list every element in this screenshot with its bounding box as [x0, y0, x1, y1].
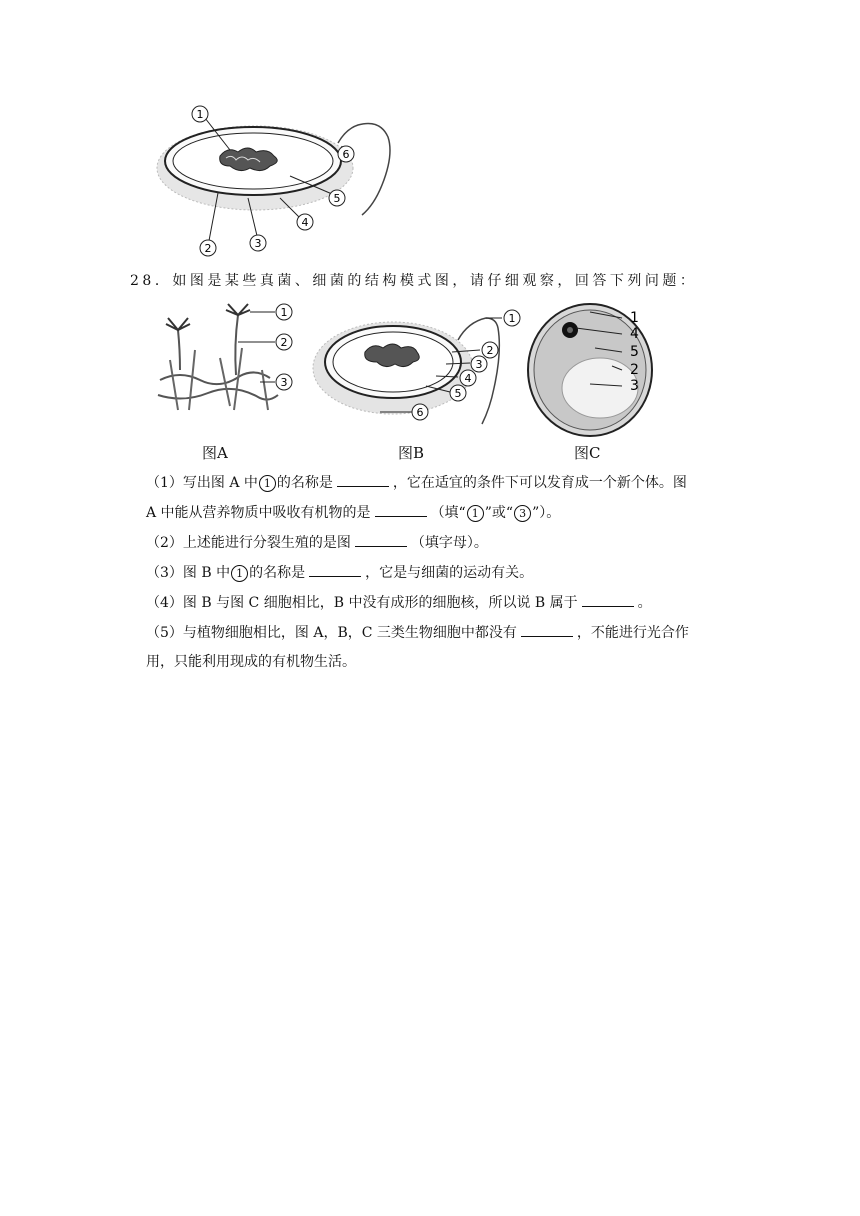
answer-blank[interactable]	[309, 562, 361, 577]
fig-b-label-5	[450, 385, 466, 401]
label-3-top	[250, 235, 266, 251]
svg-text:4: 4	[301, 216, 309, 229]
svg-text:5: 5	[454, 387, 462, 400]
answer-blank[interactable]	[521, 622, 573, 637]
label-5-top	[329, 190, 345, 206]
part-1-line-2: A 中能从营养物质中吸收有机物的是 （填“ 1 ”或“ 3 ”）。	[146, 502, 560, 523]
caption-figure-a: 图A	[202, 444, 228, 462]
label-2-top	[200, 240, 216, 256]
question-28-stem	[130, 270, 697, 290]
svg-text:1: 1	[508, 312, 516, 325]
caption-figure-c: 图C	[574, 444, 601, 462]
svg-text:1: 1	[280, 306, 288, 319]
svg-text:3: 3	[475, 358, 483, 371]
question-text: 如图是某些真菌、细菌的结构模式图，请仔细观察，回答下列问题：	[172, 273, 698, 289]
figure-a-mold	[158, 304, 292, 410]
fig-b-label-6	[412, 404, 428, 420]
question-number: 28．	[130, 273, 173, 289]
fig-c-label-5: 5	[630, 344, 639, 360]
fig-c-label-2: 2	[630, 362, 639, 378]
svg-text:3: 3	[280, 376, 288, 389]
part-1-line-1: （1）写出图 A 中 1 的名称是 ，它在适宜的条件下可以发育成一个新个体。图	[146, 472, 687, 493]
svg-text:6: 6	[416, 406, 424, 419]
fig-c-label-4: 4	[630, 326, 639, 342]
svg-text:5: 5	[333, 192, 341, 205]
part-5-line-1: （5）与植物细胞相比，图 A，B，C 三类生物细胞中都没有 ，不能进行光合作	[146, 622, 689, 643]
caption-figure-b: 图B	[398, 444, 425, 462]
circled-number: 1	[231, 565, 248, 582]
answer-blank[interactable]	[355, 532, 407, 547]
fig-a-label-2	[276, 334, 292, 350]
label-4-top	[297, 214, 313, 230]
part-4: （4）图 B 与图 C 细胞相比，B 中没有成形的细胞核，所以说 B 属于 。	[146, 592, 652, 613]
svg-text:2: 2	[280, 336, 288, 349]
fig-a-label-1	[276, 304, 292, 320]
fig-b-label-2	[482, 342, 498, 358]
svg-text:2: 2	[204, 242, 212, 255]
fig-b-label-4	[460, 370, 476, 386]
label-1-top	[192, 106, 208, 122]
figure-b-bacterium	[313, 310, 520, 424]
figures-abc	[150, 300, 750, 465]
fig-a-label-3	[276, 374, 292, 390]
circled-number: 1	[259, 475, 276, 492]
fig-b-label-3	[471, 356, 487, 372]
fig-c-label-3: 3	[630, 378, 639, 394]
fig-c-label-1: 1	[630, 310, 639, 326]
part-5-line-2: 用，只能利用现成的有机物生活。	[146, 654, 356, 670]
circled-number: 3	[514, 505, 531, 522]
circled-number: 1	[467, 505, 484, 522]
svg-text:4: 4	[464, 372, 472, 385]
answer-blank[interactable]	[375, 502, 427, 517]
label-6-top	[338, 146, 354, 162]
svg-text:3: 3	[254, 237, 262, 250]
svg-text:1: 1	[196, 108, 204, 121]
part-2: （2）上述能进行分裂生殖的是图 （填字母）。	[146, 532, 488, 553]
bacterium-figure-top	[150, 98, 395, 263]
figure-c-yeast	[528, 304, 652, 436]
answer-blank[interactable]	[582, 592, 634, 607]
fig-b-label-1	[504, 310, 520, 326]
svg-text:2: 2	[486, 344, 494, 357]
answer-blank[interactable]	[337, 472, 389, 487]
part-3: （3）图 B 中 1 的名称是 ，它是与细菌的运动有关。	[146, 562, 533, 583]
svg-text:6: 6	[342, 148, 350, 161]
